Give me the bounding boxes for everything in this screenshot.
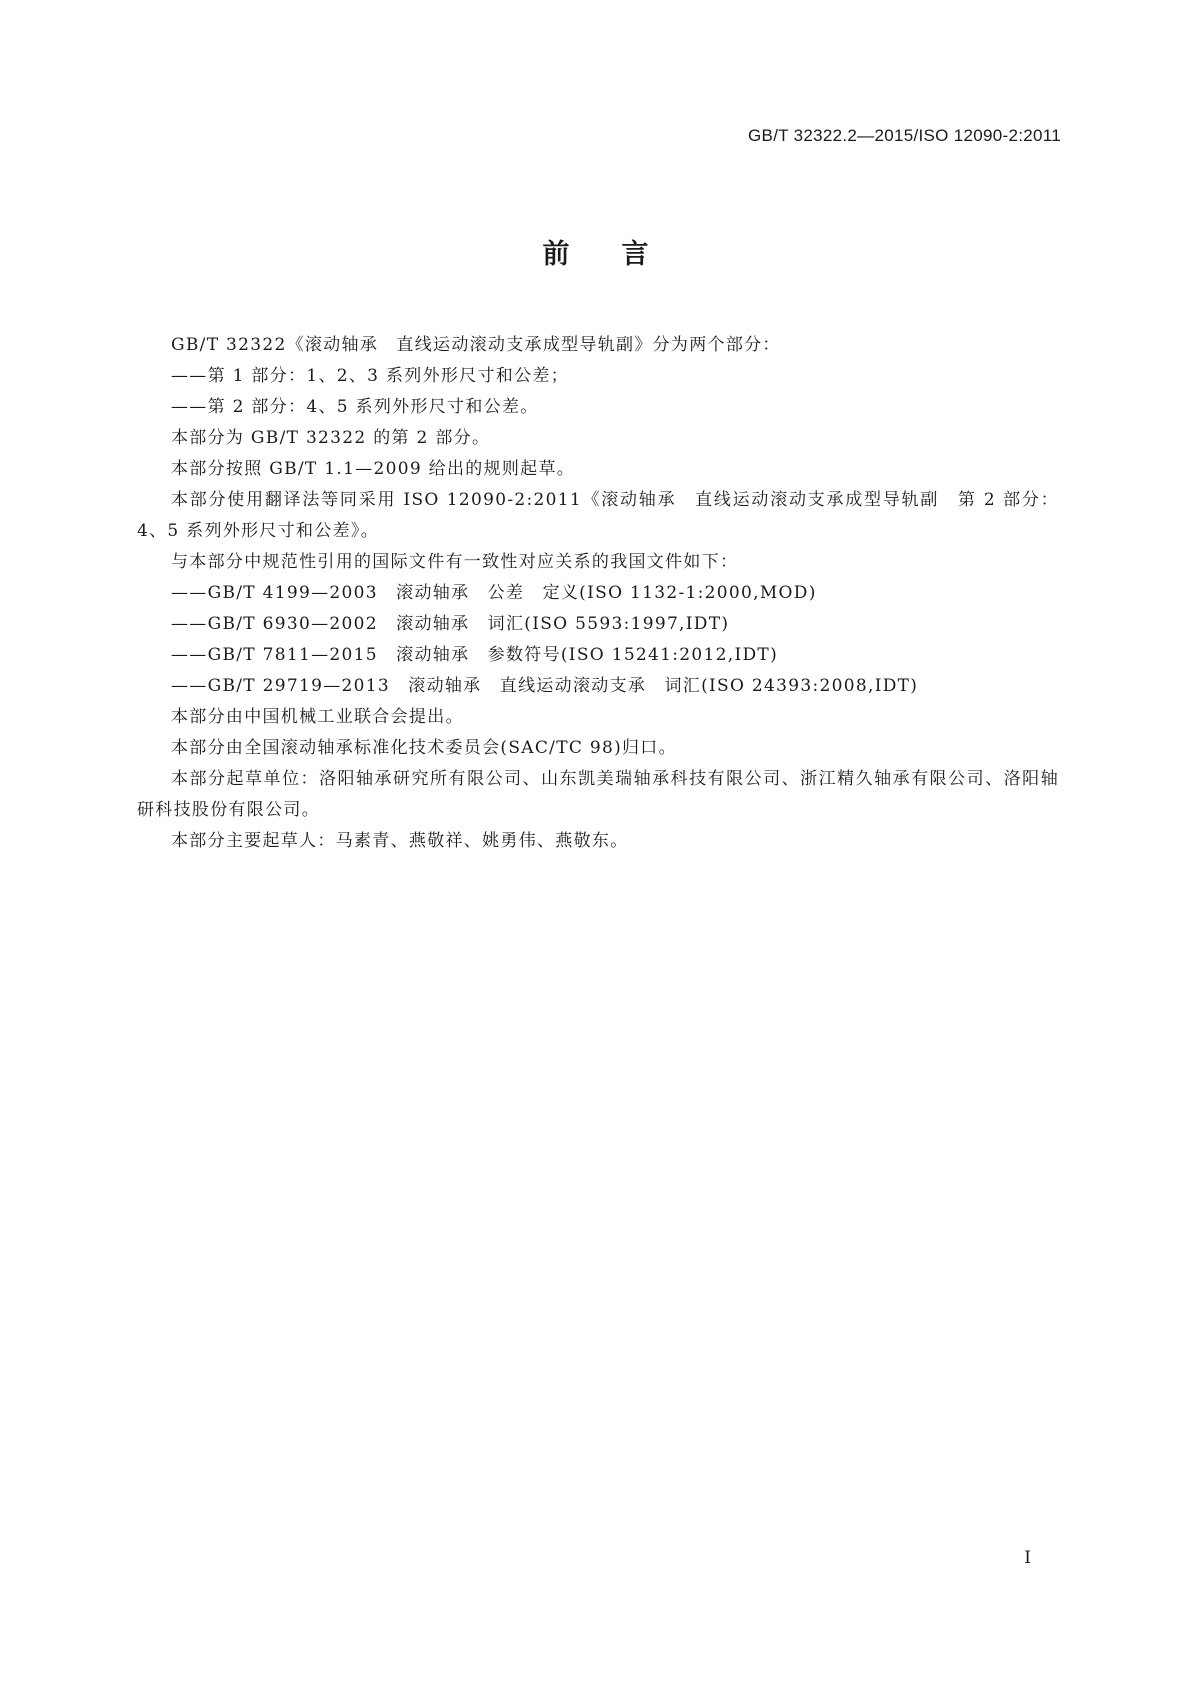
- paragraph-reference-29719: ——GB/T 29719—2013 滚动轴承 直线运动滚动支承 词汇(ISO 24393:2008,IDT): [171, 676, 919, 696]
- paragraph-administered-by: 本部分由全国滚动轴承标准化技术委员会(SAC/TC 98)归口。: [171, 738, 677, 758]
- paragraph-translation-method: 本部分使用翻译法等同采用 ISO 12090-2:2011《滚动轴承 直线运动滚动支承成型导轨副 第 2 部分：4、5 系列外形尺寸和公差》。: [137, 490, 1059, 541]
- page-number: I: [1024, 1548, 1031, 1568]
- paragraph-reference-4199: ——GB/T 4199—2003 滚动轴承 公差 定义(ISO 1132-1:2000,MOD): [171, 583, 817, 603]
- paragraph-drafters: 本部分主要起草人：马素青、燕敬祥、姚勇伟、燕敬东。: [171, 831, 629, 851]
- paragraph-drafting-rules: 本部分按照 GB/T 1.1—2009 给出的规则起草。: [171, 459, 576, 479]
- paragraph-this-part: 本部分为 GB/T 32322 的第 2 部分。: [171, 428, 491, 448]
- page-title: 前言: [542, 239, 701, 270]
- foreword-body: [137, 330, 1059, 857]
- paragraph-proposed-by: 本部分由中国机械工业联合会提出。: [171, 707, 464, 727]
- paragraph-reference-6930: ——GB/T 6930—2002 滚动轴承 词汇(ISO 5593:1997,IDT): [171, 614, 730, 634]
- document-code-header: GB/T 32322.2—2015/ISO 12090-2:2011: [748, 126, 1061, 145]
- paragraph-parts-intro: GB/T 32322《滚动轴承 直线运动滚动支承成型导轨副》分为两个部分：: [171, 335, 781, 355]
- paragraph-reference-7811: ——GB/T 7811—2015 滚动轴承 参数符号(ISO 15241:2012,IDT): [171, 645, 778, 665]
- paragraph-drafting-units: 本部分起草单位：洛阳轴承研究所有限公司、山东凯美瑞轴承科技有限公司、浙江精久轴承有限公司、洛阳轴研科技股份有限公司。: [137, 769, 1059, 820]
- paragraph-part-1: ——第 1 部分：1、2、3 系列外形尺寸和公差；: [171, 366, 569, 386]
- paragraph-references-intro: 与本部分中规范性引用的国际文件有一致性对应关系的我国文件如下：: [171, 552, 739, 572]
- paragraph-part-2: ——第 2 部分：4、5 系列外形尺寸和公差。: [171, 397, 539, 417]
